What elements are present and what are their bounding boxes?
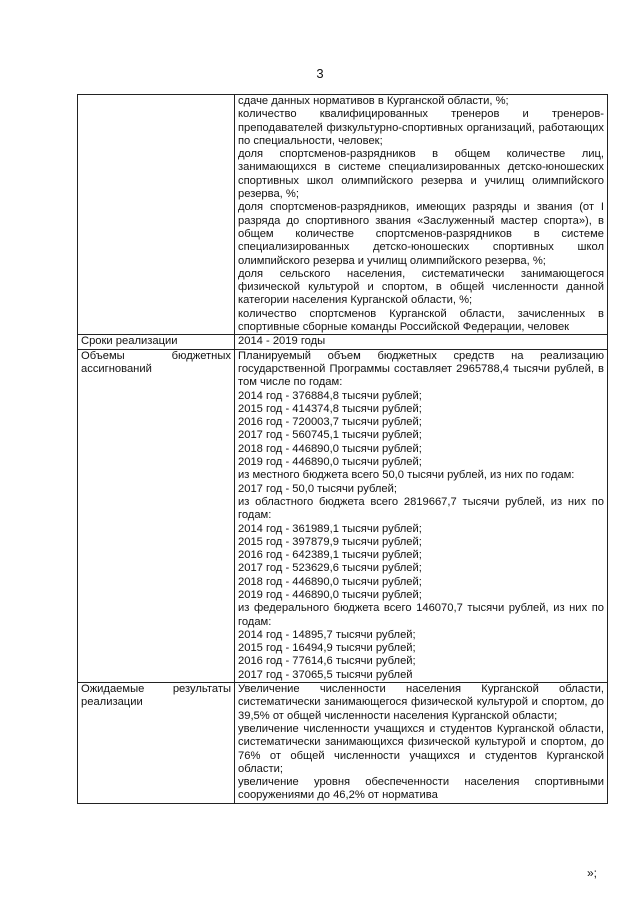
row-label <box>81 335 231 348</box>
content-paragraph: количество квалифицированных тренеров и тренеров-преподавателей физкультурно-спортивных организаций, работающих по специальности, человек; <box>238 108 604 147</box>
label-line: Сроки реализации <box>81 335 178 348</box>
label-line: ассигнований <box>81 362 152 375</box>
content-paragraph: 2017 год - 560745,1 тысячи рублей; <box>238 429 422 442</box>
table-body <box>78 95 608 804</box>
content-paragraph: 2015 год - 414374,8 тысячи рублей; <box>238 402 422 415</box>
content-paragraph: 2016 год - 720003,7 тысячи рублей; <box>238 416 422 429</box>
content-paragraph: количество спортсменов Курганской области, зачисленных в спортивные сборные команды Российской Федерации, человек <box>238 307 604 334</box>
content-paragraph: 2017 год - 37065,5 тысячи рублей <box>238 668 413 681</box>
label-line: реализации <box>81 696 143 709</box>
row-label <box>81 350 231 377</box>
content-paragraph: 2015 год - 397879,9 тысячи рублей; <box>238 535 422 548</box>
content-paragraph: 2018 год - 446890,0 тысячи рублей; <box>238 442 422 455</box>
row-label-cell <box>78 349 235 682</box>
content-paragraph: 2019 год - 446890,0 тысячи рублей; <box>238 456 422 469</box>
content-paragraph: из местного бюджета всего 50,0 тысячи рублей, из них по годам: <box>238 469 575 482</box>
content-paragraph: из областного бюджета всего 2819667,7 тысячи рублей, из них по годам: <box>238 495 604 522</box>
content-paragraph: 2016 год - 642389,1 тысячи рублей; <box>238 549 422 562</box>
content-paragraph: 2019 год - 446890,0 тысячи рублей; <box>238 588 422 601</box>
content-paragraph: 2014 год - 361989,1 тысячи рублей; <box>238 522 422 535</box>
content-paragraph: 2016 год - 77614,6 тысячи рублей; <box>238 655 416 668</box>
content-paragraph: Увеличение численности населения Курганской области, систематически занимающегося физической культурой и спортом, до 39,5% от общей численности населения Курганской области; <box>238 683 604 722</box>
row-label-cell <box>78 95 235 335</box>
row-label <box>81 683 231 710</box>
content-paragraph: увеличение численности учащихся и студентов Курганской области, систематически занимающихся физической культурой и спортом, до 76% от общей численности учащихся и студентов Курганской области; <box>238 722 604 775</box>
content-paragraph: увеличение уровня обеспеченности населения спортивными сооружениями до 46,2% от норматива <box>238 776 604 802</box>
content-paragraph: 2014 год - 14895,7 тысячи рублей; <box>238 628 416 641</box>
row-label-cell <box>78 335 235 349</box>
content-paragraph: 2017 год - 523629,6 тысячи рублей; <box>238 562 422 575</box>
content-paragraph: доля спортсменов-разрядников, имеющих разряды и звания (от I разряда до спортивного звания «Заслуженный мастер спорта»), в общем количестве спортсменов-разрядников в системе специализированных детско-юношеских спортивных школ олимпийского резерва и училищ олимпийского резерва, %; <box>238 201 604 267</box>
row-label-cell <box>78 683 235 804</box>
expected-results-row <box>78 683 608 804</box>
page-number: 3 <box>316 66 324 81</box>
content-paragraph: из федерального бюджета всего 146070,7 тысячи рублей, из них по годам: <box>238 602 604 628</box>
closing-quote-mark: »; <box>587 866 598 880</box>
content-paragraph: Планируемый объем бюджетных средств на реализацию государственной Программы составляет 2965788,4 тысячи рублей, в том числе по годам: <box>238 349 604 389</box>
indicators-continuation-row <box>78 95 608 335</box>
content-paragraph: доля спортсменов-разрядников в общем количестве лиц, занимающихся в системе специализированных детско-юношеских спортивных школ олимпийского резерва и училищ олимпийского резерва, %; <box>238 148 604 201</box>
implementation-period-row <box>78 335 608 349</box>
label-line: Объемы бюджетных <box>81 349 231 362</box>
row-content-cell <box>235 335 608 349</box>
program-passport-table <box>77 94 608 804</box>
row-content-cell <box>235 95 608 335</box>
content-paragraph: сдаче данных нормативов в Курганской области, %; <box>238 95 509 107</box>
content-paragraph: доля сельского населения, систематически занимающегося физической культурой и спортом, в общей численности данной категории населения Курганской области, %; <box>238 267 604 307</box>
budget-allocations-row <box>78 349 608 682</box>
content-paragraph: 2017 год - 50,0 тысячи рублей; <box>238 482 397 495</box>
label-line: Ожидаемые результаты <box>81 683 231 696</box>
row-content-cell <box>235 349 608 682</box>
content-paragraph: 2014 - 2019 годы <box>238 335 326 348</box>
content-paragraph: 2014 год - 376884,8 тысячи рублей; <box>238 389 422 402</box>
content-paragraph: 2018 год - 446890,0 тысячи рублей; <box>238 575 422 588</box>
content-paragraph: 2015 год - 16494,9 тысячи рублей; <box>238 642 416 655</box>
row-content-cell <box>235 683 608 804</box>
